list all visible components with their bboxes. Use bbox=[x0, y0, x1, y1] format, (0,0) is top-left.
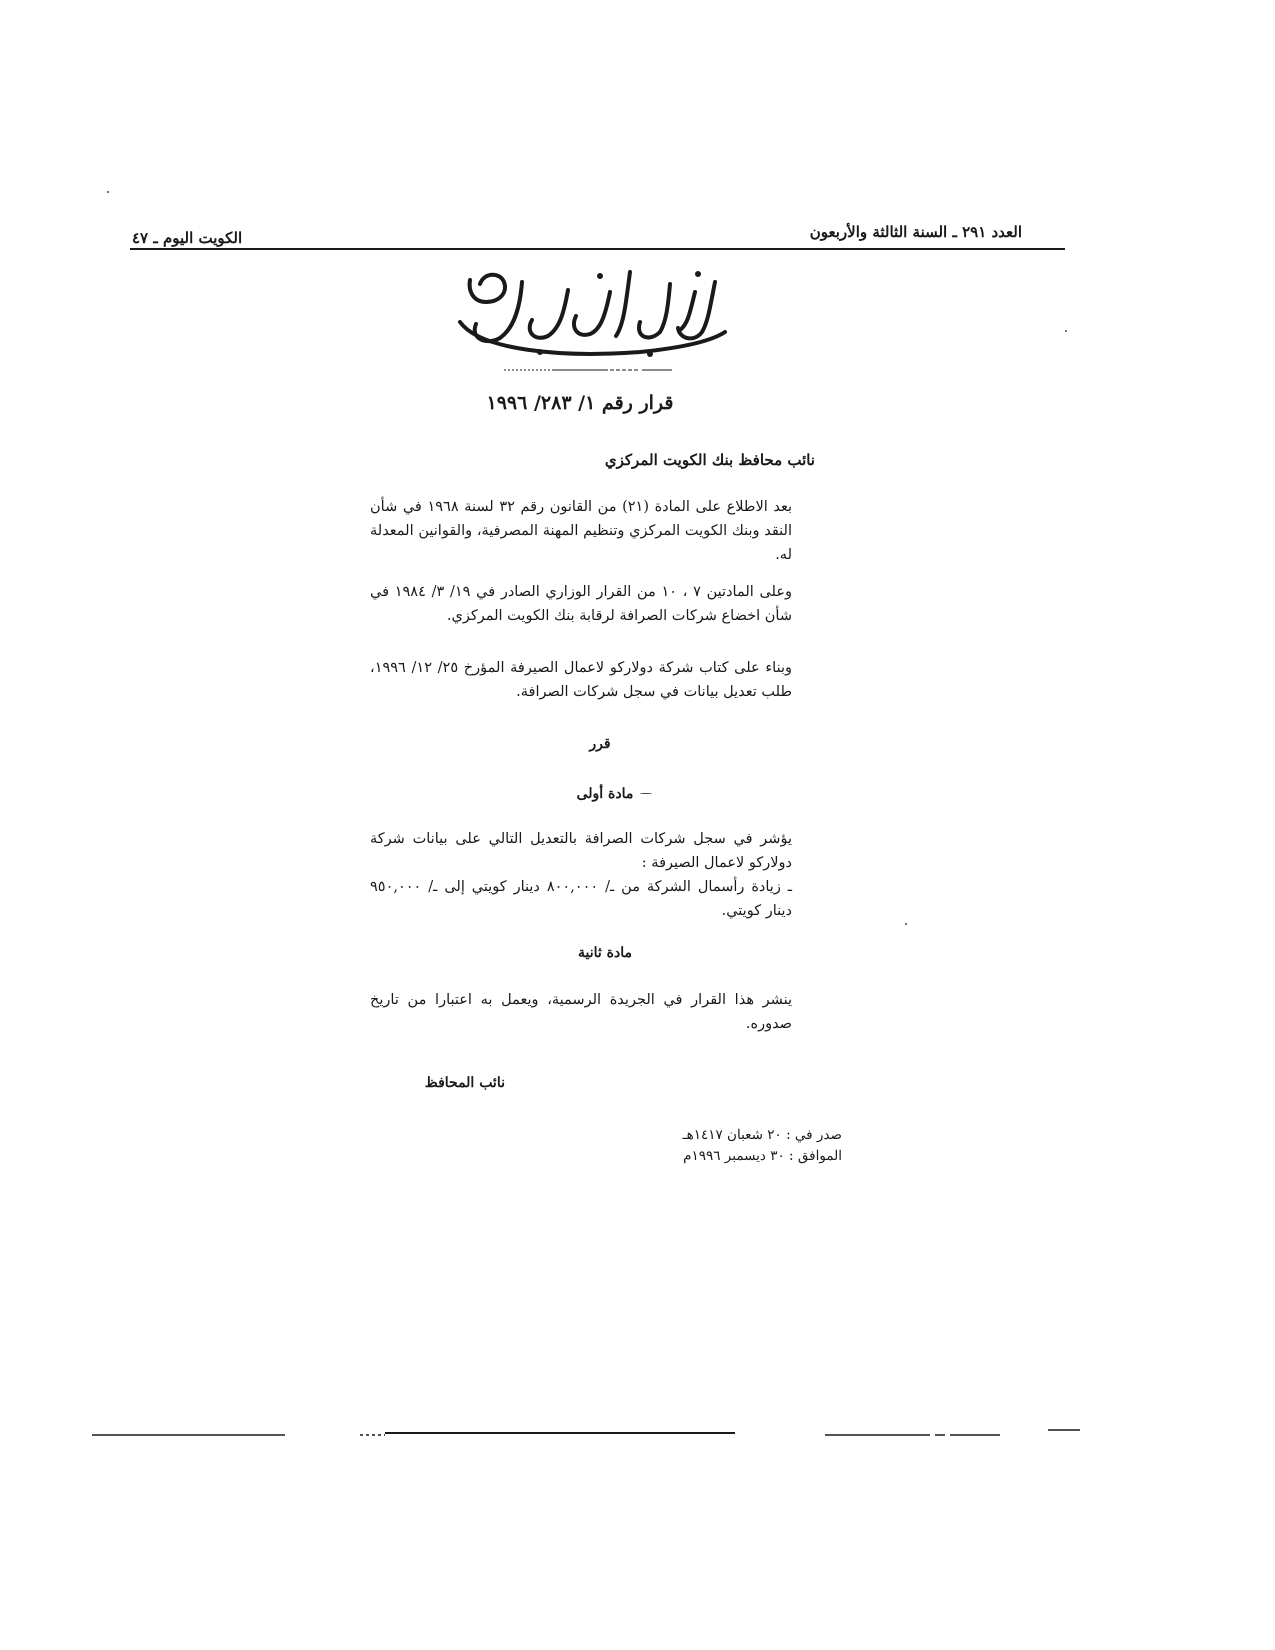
header-rule bbox=[130, 248, 1065, 250]
article-paragraph: ـ زيادة رأسمال الشركة من ـ/ ٨٠٠,٠٠٠ دينار كويتي إلى ـ/ ٩٥٠,٠٠٠ دينار كويتي. bbox=[370, 879, 792, 919]
preamble-paragraph: بعد الاطلاع على المادة (٢١) من القانون رقم ٣٢ لسنة ١٩٦٨ في شأن النقد وبنك الكويت المركزي وتنظيم المهنة المصرفية، والقوانين المعدلة له. bbox=[370, 499, 793, 563]
decided-label: قرر bbox=[589, 736, 611, 752]
preamble-paragraph: وعلى المادتين ٧ ، ١٠ من القرار الوزاري الصادر في ١٩/ ٣/ ١٩٨٤ في شأن اخضاع شركات الصرافة لرقابة بنك الكويت المركزي. bbox=[370, 584, 793, 624]
central-bank-logo bbox=[440, 262, 740, 377]
scan-speck bbox=[107, 191, 109, 193]
article-paragraph: يؤشر في سجل شركات الصرافة بالتعديل التالي على بيانات شركة دولاركو لاعمال الصيرفة : bbox=[370, 831, 792, 871]
scan-speck bbox=[1065, 330, 1067, 332]
issuer-title: نائب محافظ بنك الكويت المركزي bbox=[604, 451, 815, 469]
issue-number: العدد ٢٩١ ـ السنة الثالثة والأربعون bbox=[809, 223, 1022, 241]
footer-rules bbox=[0, 1425, 1275, 1445]
scan-speck bbox=[905, 923, 907, 925]
preamble-paragraph: وبناء على كتاب شركة دولاركو لاعمال الصيرفة المؤرخ ٢٥/ ١٢/ ١٩٩٦، طلب تعديل بيانات في سجل شركات الصرافة. bbox=[370, 660, 793, 700]
article-paragraph: ينشر هذا القرار في الجريدة الرسمية، ويعمل به اعتبارا من تاريخ صدوره. bbox=[370, 992, 792, 1032]
issue-date-hijri: صدر في : ٢٠ شعبان ١٤١٧هـ bbox=[682, 1127, 842, 1143]
scan-speck bbox=[640, 793, 652, 794]
article-heading: مادة أولى bbox=[576, 786, 634, 802]
issue-date-gregorian: الموافق : ٣٠ ديسمبر ١٩٩٦م bbox=[683, 1148, 842, 1164]
decision-title: قرار رقم ١/ ٢٨٣/ ١٩٩٦ bbox=[486, 392, 674, 414]
page-header: الكويت اليوم ـ ٤٧ bbox=[132, 229, 243, 247]
article-heading: مادة ثانية bbox=[578, 945, 632, 961]
signature-title: نائب المحافظ bbox=[424, 1075, 505, 1091]
